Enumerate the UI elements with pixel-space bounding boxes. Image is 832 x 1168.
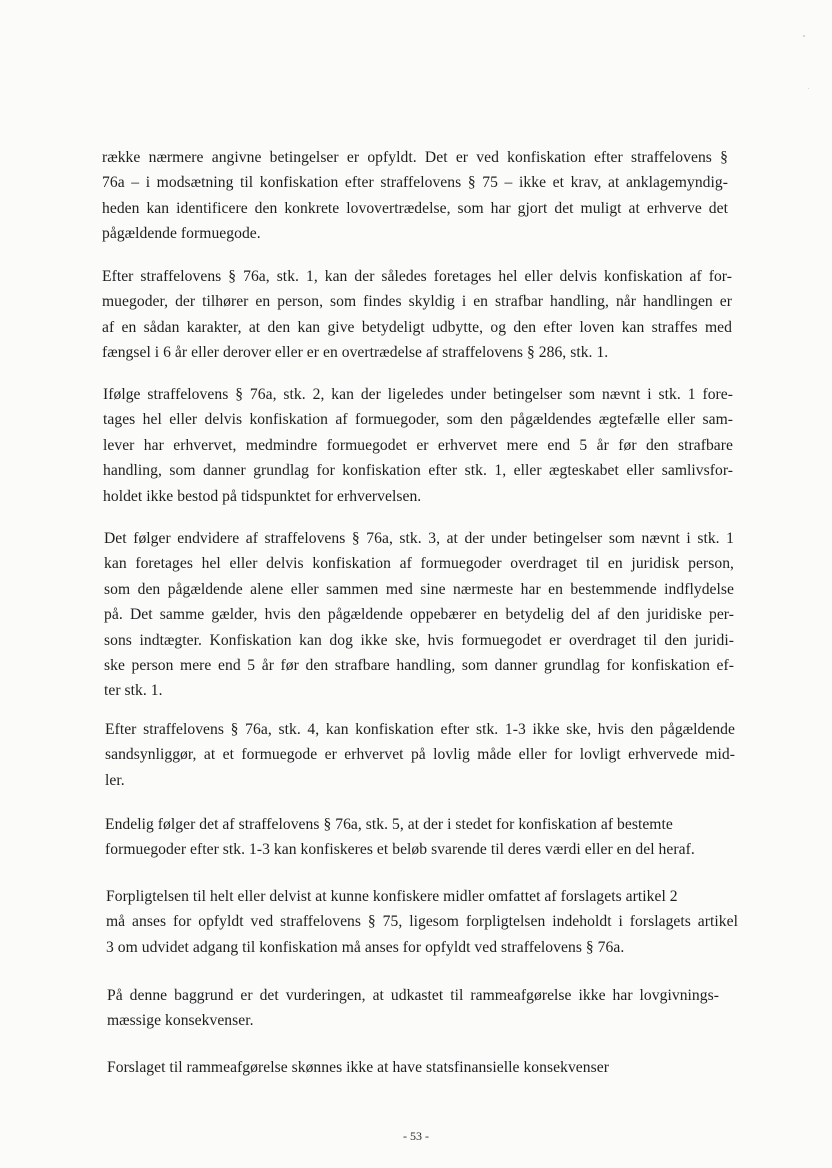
text-line: handling, som danner grundlag for konfiskation efter stk. 1, eller ægteskabet eller samlivsfor- (103, 462, 733, 480)
text-line: sons indtægter. Konfiskation kan dog ikke ske, hvis formuegodet er overdraget til den juridi- (104, 631, 734, 649)
text-line: Forslaget til rammeafgørelse skønnes ikke at have statsfinansielle konsekvenser (107, 1059, 609, 1076)
text-line: sandsynliggør, at et formuegode er erhvervet på lovlig måde eller for lovligt erhvervede mid- (105, 746, 735, 764)
text-line: Forpligtelsen til helt eller delvist at kunne konfiskere midler omfattet af forslagets artikel 2 (106, 888, 678, 905)
text-line: ske person mere end 5 år før den strafbare handling, som danner grundlag for konfiskation ef- (104, 657, 734, 675)
paragraph-2 (102, 264, 732, 366)
text-line: som den pågældende alene eller sammen med sine nærmeste har en bestemmende indflydelse (104, 580, 734, 598)
text-line: På denne baggrund er det vurderingen, at udkastet til rammeafgørelse ikke har lovgivnings- (107, 987, 719, 1004)
text-line: tages hel eller delvis konfiskation af formuegoder, som den pågældendes ægtefælle eller sam- (103, 411, 733, 429)
text-line: række nærmere angivne betingelser er opfyldt. Det er ved konfiskation efter straffelovens § (102, 149, 728, 166)
text-line: af en sådan karakter, at den kan give betydeligt udbytte, og den efter loven kan straffes med (102, 318, 732, 336)
text-line: pågældende formuegode. (102, 225, 261, 243)
text-line: Efter straffelovens § 76a, stk. 1, kan der således foretages hel eller delvis konfiskation af for- (102, 268, 732, 285)
text-line: ler. (105, 771, 125, 789)
text-line: 3 om udvidet adgang til konfiskation må anses for opfyldt ved straffelovens § 76a. (106, 938, 625, 956)
text-line: heden kan identificere den konkrete lovovertrædelse, som har gjort det muligt at erhverve det (102, 199, 728, 217)
text-line: holdet ikke bestod på tidspunktet for erhvervelsen. (103, 487, 422, 505)
text-line: 76a – i modsætning til konfiskation efter straffelovens § 75 – ikke et krav, at anklagemyndig- (102, 174, 728, 192)
text-line: på. Det samme gælder, hvis den pågældende oppebærer en betydelig del af den juridiske per- (104, 606, 734, 624)
text-line: kan foretages hel eller delvis konfiskation af formuegoder overdraget til en juridisk person, (104, 555, 734, 573)
text-line: ter stk. 1. (104, 682, 163, 700)
paragraph-4 (104, 526, 734, 704)
text-line: Det følger endvidere af straffelovens § 76a, stk. 3, at der under betingelser som nævnt i stk. 1 (104, 530, 734, 547)
text-line: Endelig følger det af straffelovens § 76a, stk. 5, at der i stedet for konfiskation af bestemte (105, 816, 673, 833)
paragraph-7 (106, 884, 738, 960)
paragraph-3 (103, 382, 733, 509)
paragraph-6 (105, 812, 736, 863)
scan-speck (803, 35, 805, 37)
text-line: Efter straffelovens § 76a, stk. 4, kan konfiskation efter stk. 1-3 ikke ske, hvis den pågældende (105, 721, 735, 738)
paragraph-1 (102, 145, 728, 247)
paragraph-5 (105, 717, 735, 793)
text-line: mæssige konsekvenser. (107, 1012, 254, 1030)
text-line: lever har erhvervet, medmindre formuegodet er erhvervet mere end 5 år før den strafbare (103, 436, 733, 454)
scan-speck (808, 88, 809, 89)
text-line: muegoder, der tilhører en person, som findes skyldig i en strafbar handling, når handlingen er (102, 293, 732, 311)
page-number: - 53 - (403, 1129, 429, 1143)
text-line: formuegoder efter stk. 1-3 kan konfiskeres et beløb svarende til deres værdi eller en del heraf. (105, 841, 695, 859)
text-line: Ifølge straffelovens § 76a, stk. 2, kan der ligeledes under betingelser som nævnt i stk. 1 fore- (103, 386, 733, 403)
paragraph-9 (107, 1055, 707, 1080)
paragraph-8 (107, 983, 719, 1034)
text-line: fængsel i 6 år eller derover eller er en overtrædelse af straffelovens § 286, stk. 1. (102, 344, 609, 362)
text-line: må anses for opfyldt ved straffelovens § 75, ligesom forpligtelsen indeholdt i forslagets artikel (106, 913, 738, 931)
